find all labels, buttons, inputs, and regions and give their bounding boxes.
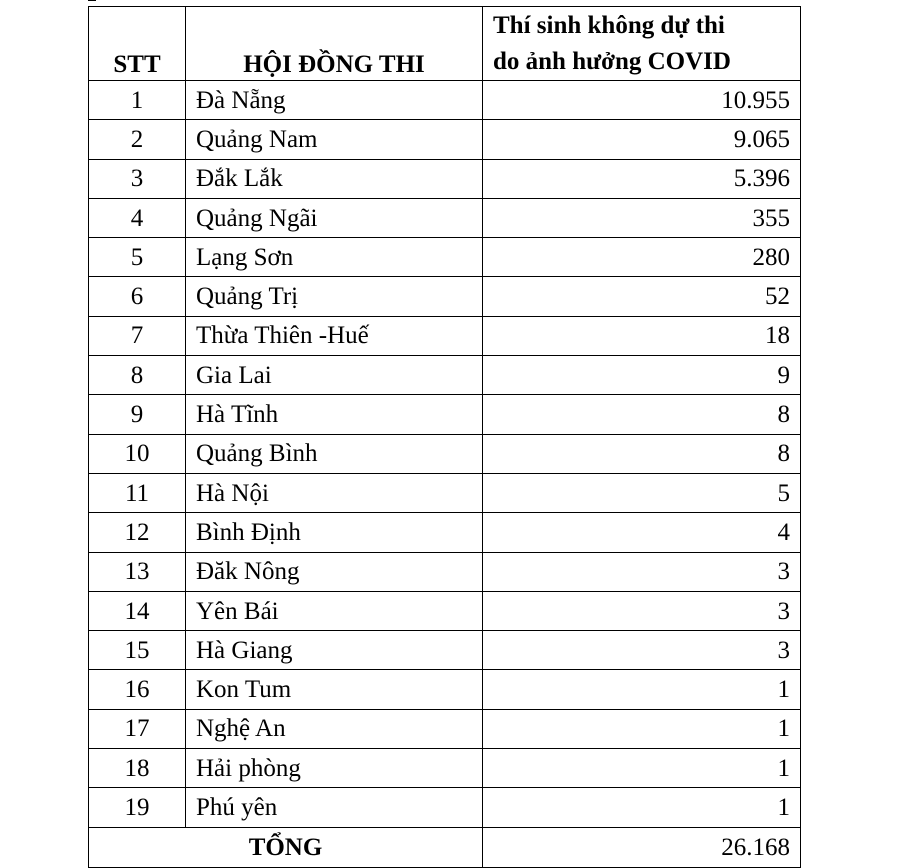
row-council-name: Quảng Bình bbox=[186, 434, 483, 473]
table-row bbox=[89, 120, 801, 159]
row-council-name: Bình Định bbox=[186, 513, 483, 552]
row-council-name: Nghệ An bbox=[186, 709, 483, 748]
table-row bbox=[89, 709, 801, 748]
table-row bbox=[89, 198, 801, 237]
row-absent-count: 3 bbox=[483, 591, 801, 630]
header-absent-candidates bbox=[483, 7, 801, 81]
row-stt: 14 bbox=[89, 591, 186, 630]
row-stt: 1 bbox=[89, 81, 186, 120]
table-body bbox=[89, 81, 801, 828]
row-absent-count: 1 bbox=[483, 709, 801, 748]
table-row bbox=[89, 552, 801, 591]
row-stt: 15 bbox=[89, 631, 186, 670]
table-row bbox=[89, 788, 801, 827]
row-stt: 2 bbox=[89, 120, 186, 159]
row-stt: 8 bbox=[89, 356, 186, 395]
total-row bbox=[89, 827, 801, 867]
row-absent-count: 355 bbox=[483, 198, 801, 237]
row-absent-count: 1 bbox=[483, 670, 801, 709]
row-stt: 9 bbox=[89, 395, 186, 434]
header-absent-line2: do ảnh hưởng COVID bbox=[493, 47, 731, 75]
header-stt: STT bbox=[89, 7, 186, 81]
row-absent-count: 1 bbox=[483, 749, 801, 788]
table-row bbox=[89, 316, 801, 355]
row-council-name: Quảng Nam bbox=[186, 120, 483, 159]
table-row bbox=[89, 277, 801, 316]
row-absent-count: 5 bbox=[483, 473, 801, 512]
total-label: TỔNG bbox=[89, 827, 483, 867]
row-stt: 10 bbox=[89, 434, 186, 473]
row-council-name: Đăk Nông bbox=[186, 552, 483, 591]
row-council-name: Quảng Ngãi bbox=[186, 198, 483, 237]
table-row bbox=[89, 434, 801, 473]
row-absent-count: 10.955 bbox=[483, 81, 801, 120]
row-absent-count: 9.065 bbox=[483, 120, 801, 159]
row-stt: 12 bbox=[89, 513, 186, 552]
row-absent-count: 18 bbox=[483, 316, 801, 355]
row-stt: 16 bbox=[89, 670, 186, 709]
row-council-name: Gia Lai bbox=[186, 356, 483, 395]
table-row bbox=[89, 356, 801, 395]
row-council-name: Đà Nẵng bbox=[186, 81, 483, 120]
table-row bbox=[89, 238, 801, 277]
row-absent-count: 9 bbox=[483, 356, 801, 395]
header-council: HỘI ĐỒNG THI bbox=[186, 7, 483, 81]
row-absent-count: 52 bbox=[483, 277, 801, 316]
table-row bbox=[89, 513, 801, 552]
row-stt: 7 bbox=[89, 316, 186, 355]
border-fragment bbox=[88, 0, 96, 4]
table-row bbox=[89, 670, 801, 709]
row-council-name: Phú yên bbox=[186, 788, 483, 827]
row-absent-count: 3 bbox=[483, 631, 801, 670]
total-value: 26.168 bbox=[483, 827, 801, 867]
row-absent-count: 8 bbox=[483, 434, 801, 473]
table-row bbox=[89, 395, 801, 434]
header-absent-line1: Thí sinh không dự thi bbox=[493, 12, 725, 39]
row-council-name: Thừa Thiên -Huế bbox=[186, 316, 483, 355]
row-stt: 4 bbox=[89, 198, 186, 237]
table-row bbox=[89, 81, 801, 120]
table-row bbox=[89, 591, 801, 630]
covid-absent-candidates-table bbox=[88, 6, 801, 868]
table-row bbox=[89, 159, 801, 198]
row-stt: 3 bbox=[89, 159, 186, 198]
row-council-name: Hà Nội bbox=[186, 473, 483, 512]
previous-page-border bbox=[88, 0, 804, 3]
table-row bbox=[89, 749, 801, 788]
row-absent-count: 4 bbox=[483, 513, 801, 552]
row-council-name: Đắk Lắk bbox=[186, 159, 483, 198]
row-stt: 19 bbox=[89, 788, 186, 827]
row-absent-count: 280 bbox=[483, 238, 801, 277]
row-stt: 13 bbox=[89, 552, 186, 591]
row-stt: 6 bbox=[89, 277, 186, 316]
header-row bbox=[89, 7, 801, 81]
row-stt: 11 bbox=[89, 473, 186, 512]
row-stt: 17 bbox=[89, 709, 186, 748]
row-absent-count: 8 bbox=[483, 395, 801, 434]
table-row bbox=[89, 631, 801, 670]
row-council-name: Lạng Sơn bbox=[186, 238, 483, 277]
row-council-name: Hà Tĩnh bbox=[186, 395, 483, 434]
row-absent-count: 5.396 bbox=[483, 159, 801, 198]
row-absent-count: 3 bbox=[483, 552, 801, 591]
row-absent-count: 1 bbox=[483, 788, 801, 827]
row-stt: 18 bbox=[89, 749, 186, 788]
row-council-name: Quảng Trị bbox=[186, 277, 483, 316]
row-stt: 5 bbox=[89, 238, 186, 277]
row-council-name: Kon Tum bbox=[186, 670, 483, 709]
table-row bbox=[89, 473, 801, 512]
row-council-name: Yên Bái bbox=[186, 591, 483, 630]
row-council-name: Hà Giang bbox=[186, 631, 483, 670]
row-council-name: Hải phòng bbox=[186, 749, 483, 788]
